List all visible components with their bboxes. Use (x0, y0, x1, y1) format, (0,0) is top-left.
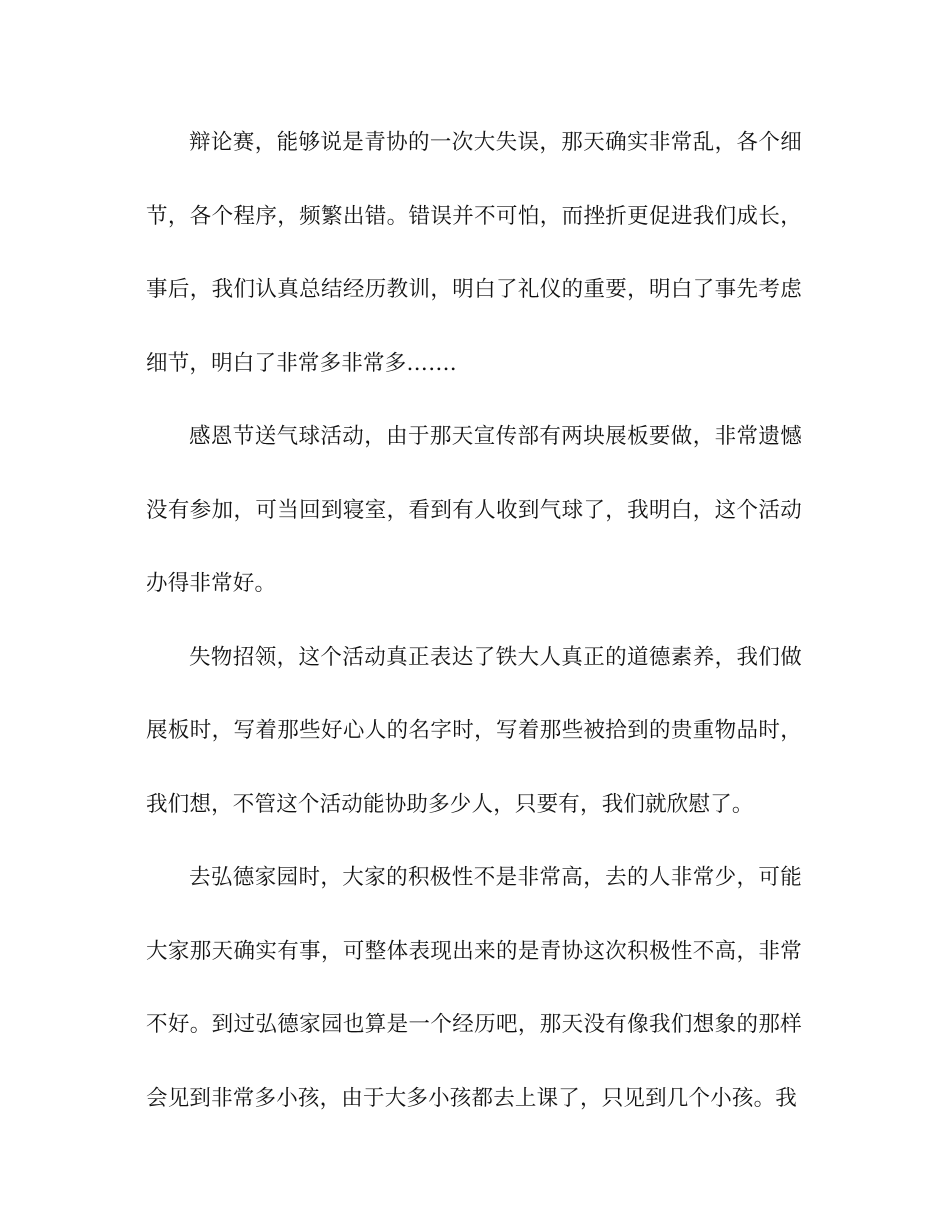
paragraph-balloons: 感恩节送气球活动，由于那天宣传部有两块展板要做，非常遗憾没有参加，可当回到寝室，看到有人收到气球了，我明白，这个活动办得非常好。 (146, 424, 802, 596)
paragraph-hongde-home: 去弘德家园时，大家的积极性不是非常高，去的人非常少，可能大家那天确实有事，可整体表现出来的是青协这次积极性不高，非常不好。到过弘德家园也算是一个经历吧，那天没有像我们想象的那样会见到非常多小孩，由于大多小孩都去上课了，只见到几个小孩。我 (146, 865, 802, 1111)
paragraph-debate: 辩论赛，能够说是青协的一次大失误，那天确实非常乱，各个细节，各个程序，频繁出错。错误并不可怕，而挫折更促进我们成长，事后，我们认真总结经历教训，明白了礼仪的重要，明白了事先考虑细节，明白了非常多非常多……. (146, 130, 802, 376)
document-body (146, 106, 802, 1135)
paragraph-lost-and-found: 失物招领，这个活动真正表达了铁大人真正的道德素养，我们做展板时，写着那些好心人的名字时，写着那些被拾到的贵重物品时，我们想，不管这个活动能协助多少人，只要有，我们就欣慰了。 (146, 644, 802, 817)
